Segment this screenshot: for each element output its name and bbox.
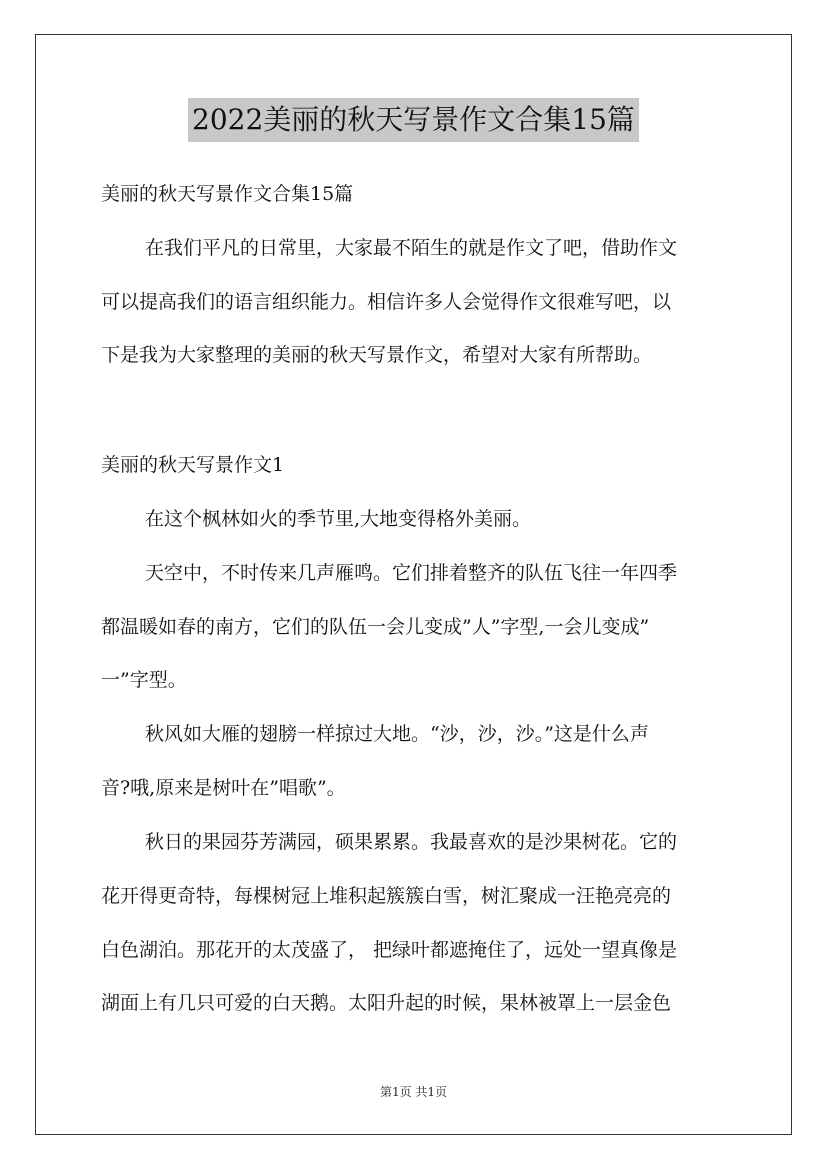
body-paragraph-line: 白色湖泊。那花开的太茂盛了， 把绿叶都遮掩住了，远处一望真像是 [101,939,678,961]
intro-paragraph-line: 下是我为大家整理的美丽的秋天写景作文，希望对大家有所帮助。 [101,344,653,366]
body-paragraph-line: 一”字型。 [101,669,187,691]
page-number-footer: 第1页 共1页 [379,1085,448,1099]
intro-paragraph-line: 可以提高我们的语言组织能力。相信许多人会觉得作文很难写吧，以 [101,291,672,313]
intro-paragraph-line: 在我们平凡的日常里，大家最不陌生的就是作文了吧，借助作文 [145,237,678,259]
title-container [0,98,827,142]
document-title: 2022美丽的秋天写景作文合集15篇 [188,98,639,142]
body-paragraph-line: 都温暖如春的南方，它们的队伍一会儿变成”人”字型,一会儿变成” [101,616,650,638]
body-paragraph-line: 花开得更奇特，每棵树冠上堆积起簇簇白雪，树汇聚成一汪艳亮亮的 [101,885,672,907]
subtitle-line: 美丽的秋天写景作文合集15篇 [101,183,354,205]
body-paragraph-line: 秋风如大雁的翅膀一样掠过大地。“沙，沙，沙。”这是什么声 [145,723,649,745]
body-paragraph-line: 天空中，不时传来几声雁鸣。它们排着整齐的队伍飞往一年四季 [145,562,678,584]
body-paragraph-line: 湖面上有几只可爱的白天鹅。太阳升起的时候，果林被罩上一层金色 [101,992,672,1014]
body-paragraph-line: 音?哦,原来是树叶在”唱歌”。 [101,777,346,799]
body-paragraph-line: 在这个枫林如火的季节里,大地变得格外美丽。 [145,508,532,530]
body-paragraph-line: 秋日的果园芬芳满园，硕果累累。我最喜欢的是沙果树花。它的 [145,831,678,853]
section-heading: 美丽的秋天写景作文1 [101,454,285,476]
